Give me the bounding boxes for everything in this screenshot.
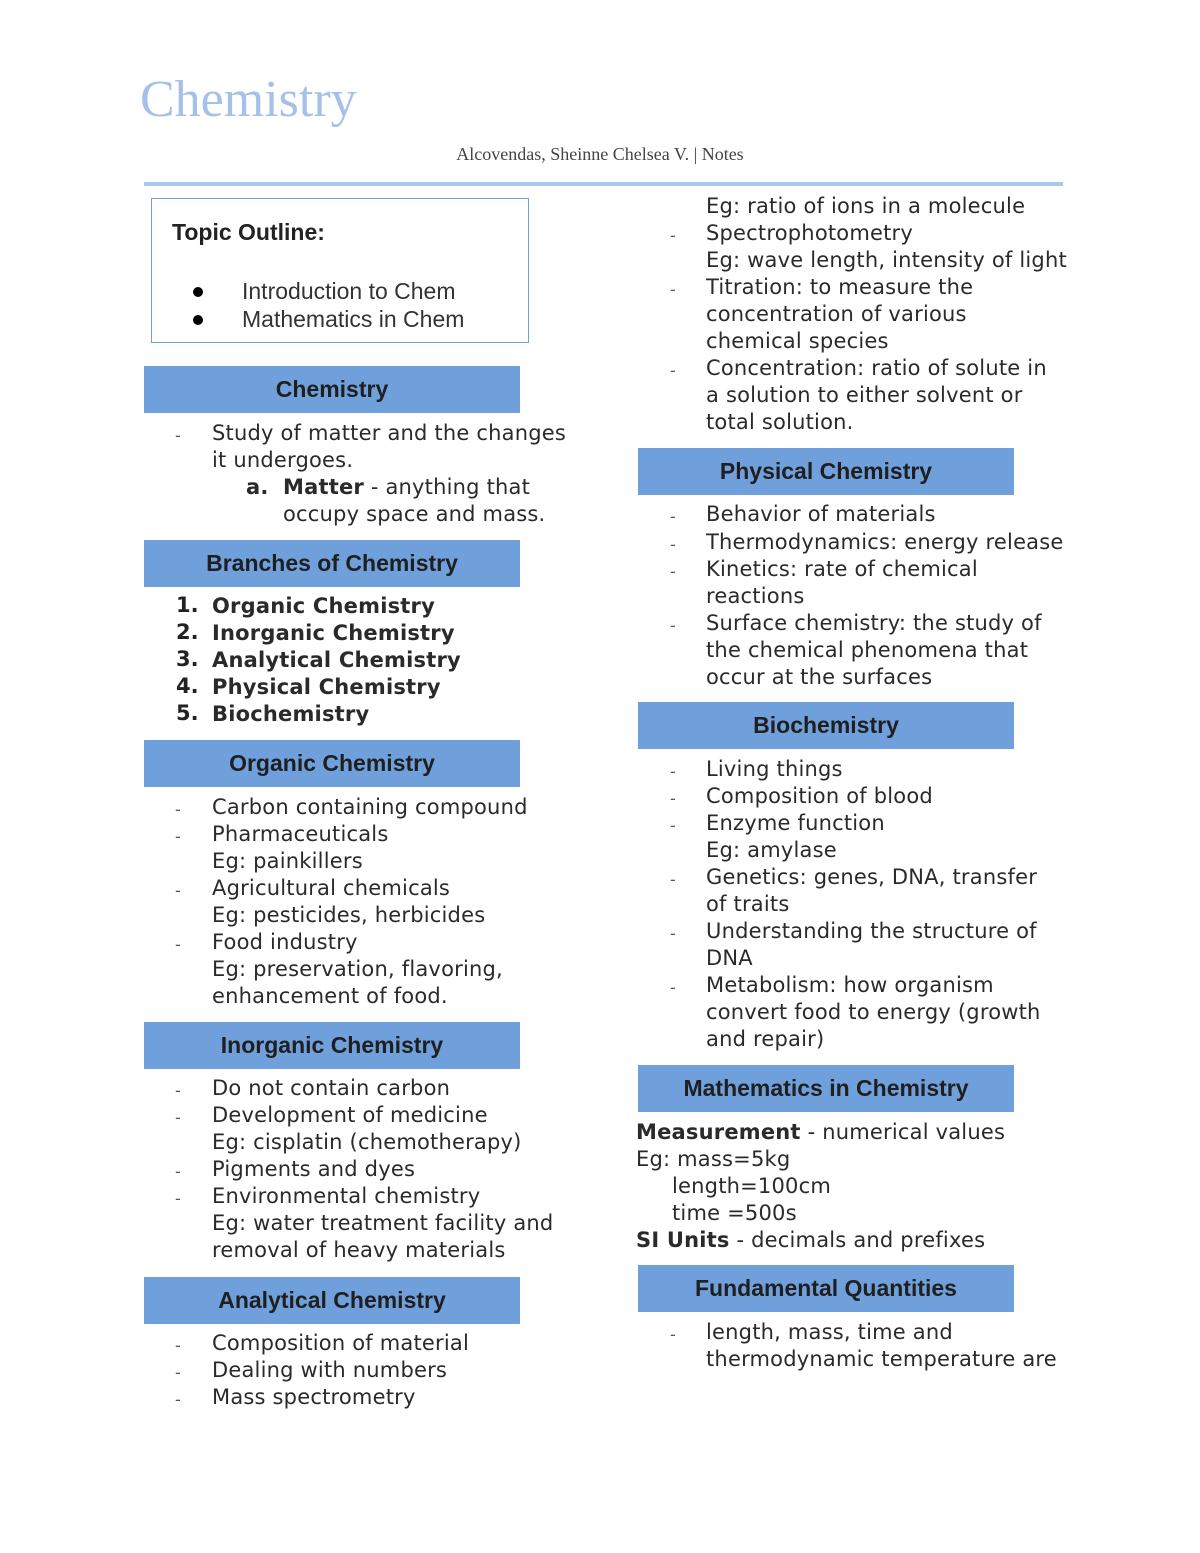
dash-bullet: - xyxy=(175,1162,181,1181)
list-item: Agricultural chemicals xyxy=(212,876,451,900)
example-line: removal of heavy materials xyxy=(212,1238,506,1262)
example-line: time =500s xyxy=(672,1201,797,1225)
list-item-continuation: total solution. xyxy=(706,410,854,434)
list-number: 5. xyxy=(176,701,199,725)
example-line: Eg: pesticides, herbicides xyxy=(212,903,486,927)
list-item-continuation: and repair) xyxy=(706,1027,825,1051)
topic-outline-box xyxy=(151,198,529,343)
list-item: Pharmaceuticals xyxy=(212,822,389,846)
list-item: length, mass, time and xyxy=(706,1320,953,1344)
list-item-continuation: occur at the surfaces xyxy=(706,665,933,689)
dash-bullet: - xyxy=(175,1363,181,1382)
example-line: Eg: preservation, flavoring, xyxy=(212,957,503,981)
dash-bullet: - xyxy=(670,361,676,380)
section-header-analytical: Analytical Chemistry xyxy=(144,1277,520,1324)
list-item-continuation: of traits xyxy=(706,892,790,916)
dash-bullet: - xyxy=(175,1336,181,1355)
list-item: Understanding the structure of xyxy=(706,919,1037,943)
list-item: Environmental chemistry xyxy=(212,1184,481,1208)
dash-bullet: - xyxy=(670,616,676,635)
list-item-continuation: convert food to energy (growth xyxy=(706,1000,1041,1024)
branch-item: Analytical Chemistry xyxy=(212,648,461,672)
dash-bullet: - xyxy=(670,762,676,781)
section-header-mathematics: Mathematics in Chemistry xyxy=(638,1065,1014,1112)
dash-bullet: - xyxy=(670,870,676,889)
list-item: Thermodynamics: energy release xyxy=(706,530,1064,554)
dash-bullet: - xyxy=(670,280,676,299)
section-header-branches: Branches of Chemistry xyxy=(144,540,520,587)
document-subtitle: Alcovendas, Sheinne Chelsea V. | Notes xyxy=(456,144,744,164)
example-line: Eg: painkillers xyxy=(212,849,363,873)
list-item: Kinetics: rate of chemical xyxy=(706,557,978,581)
list-item: Composition of blood xyxy=(706,784,933,808)
list-item: Metabolism: how organism xyxy=(706,973,994,997)
list-item-continuation: reactions xyxy=(706,584,805,608)
measurement-line xyxy=(636,1119,1005,1146)
list-item: Enzyme function xyxy=(706,811,885,835)
list-item: Dealing with numbers xyxy=(212,1358,448,1382)
list-item: Titration: to measure the xyxy=(706,275,974,299)
example-line: Eg: cisplatin (chemotherapy) xyxy=(212,1130,522,1154)
section-header-fundamental: Fundamental Quantities xyxy=(638,1265,1014,1312)
dash-bullet: - xyxy=(175,1108,181,1127)
example-line: Eg: ratio of ions in a molecule xyxy=(706,194,1026,218)
list-item: Surface chemistry: the study of xyxy=(706,611,1042,635)
list-number: 4. xyxy=(176,674,199,698)
list-item-continuation: a solution to either solvent or xyxy=(706,383,1023,407)
branch-item: Biochemistry xyxy=(212,702,370,726)
list-item-continuation: concentration of various xyxy=(706,302,967,326)
list-item-continuation: thermodynamic temperature are xyxy=(706,1347,1057,1371)
dash-bullet: - xyxy=(670,562,676,581)
dash-bullet: - xyxy=(670,1325,676,1344)
section-header-chemistry: Chemistry xyxy=(144,366,520,413)
list-item-continuation: DNA xyxy=(706,946,753,970)
section-header-physical: Physical Chemistry xyxy=(638,448,1014,495)
example-line: length=100cm xyxy=(672,1174,832,1198)
definition: - numerical values xyxy=(800,1120,1006,1144)
list-number: 3. xyxy=(176,647,199,671)
example-line: Eg: water treatment facility and xyxy=(212,1211,554,1235)
outline-item-label: Introduction to Chem xyxy=(242,278,456,304)
bullet-icon xyxy=(193,315,203,325)
list-item: Study of matter and the changes xyxy=(212,421,566,445)
section-header-inorganic: Inorganic Chemistry xyxy=(144,1022,520,1069)
list-number: 1. xyxy=(176,593,199,617)
term: Matter xyxy=(283,475,364,499)
list-item: Development of medicine xyxy=(212,1103,488,1127)
branch-item: Inorganic Chemistry xyxy=(212,621,455,645)
branch-item: Organic Chemistry xyxy=(212,594,435,618)
definition: - anything that xyxy=(363,475,531,499)
list-item: Mass spectrometry xyxy=(212,1385,416,1409)
sub-item-continuation: occupy space and mass. xyxy=(283,502,546,526)
dash-bullet: - xyxy=(670,535,676,554)
dash-bullet: - xyxy=(175,800,181,819)
sub-item xyxy=(283,474,530,501)
dash-bullet: - xyxy=(175,881,181,900)
definition: - decimals and prefixes xyxy=(729,1228,986,1252)
list-item-continuation: chemical species xyxy=(706,329,889,353)
branch-item: Physical Chemistry xyxy=(212,675,441,699)
list-item-continuation: it undergoes. xyxy=(212,448,354,472)
list-item: Carbon containing compound xyxy=(212,795,528,819)
dash-bullet: - xyxy=(670,978,676,997)
list-item: Living things xyxy=(706,757,843,781)
example-line: Eg: amylase xyxy=(706,838,837,862)
dash-bullet: - xyxy=(175,1081,181,1100)
term: Measurement xyxy=(636,1120,801,1144)
list-item: Behavior of materials xyxy=(706,502,936,526)
dash-bullet: - xyxy=(175,1189,181,1208)
dash-bullet: - xyxy=(175,935,181,954)
dash-bullet: - xyxy=(670,816,676,835)
term: SI Units xyxy=(636,1228,730,1252)
example-line: Eg: mass=5kg xyxy=(636,1147,791,1171)
header-divider xyxy=(144,182,1063,186)
dash-bullet: - xyxy=(670,789,676,808)
list-item: Do not contain carbon xyxy=(212,1076,451,1100)
list-item: Concentration: ratio of solute in xyxy=(706,356,1047,380)
dash-bullet: - xyxy=(670,924,676,943)
dash-bullet: - xyxy=(175,827,181,846)
outline-title: Topic Outline: xyxy=(172,219,325,245)
sub-item-marker: a. xyxy=(246,475,269,499)
list-item: Genetics: genes, DNA, transfer xyxy=(706,865,1038,889)
dash-bullet: - xyxy=(670,507,676,526)
bullet-icon xyxy=(193,287,203,297)
list-item: Pigments and dyes xyxy=(212,1157,416,1181)
example-line: Eg: wave length, intensity of light xyxy=(706,248,1067,272)
si-units-line xyxy=(636,1227,985,1254)
list-item: Composition of material xyxy=(212,1331,469,1355)
section-header-organic: Organic Chemistry xyxy=(144,740,520,787)
outline-item-label: Mathematics in Chem xyxy=(242,306,465,332)
list-number: 2. xyxy=(176,620,199,644)
dash-bullet: - xyxy=(175,426,181,445)
section-header-biochemistry: Biochemistry xyxy=(638,702,1014,749)
document-title: Chemistry xyxy=(140,71,357,128)
dash-bullet: - xyxy=(670,226,676,245)
example-line: enhancement of food. xyxy=(212,984,448,1008)
list-item-continuation: the chemical phenomena that xyxy=(706,638,1029,662)
list-item: Spectrophotometry xyxy=(706,221,914,245)
dash-bullet: - xyxy=(175,1390,181,1409)
list-item: Food industry xyxy=(212,930,358,954)
